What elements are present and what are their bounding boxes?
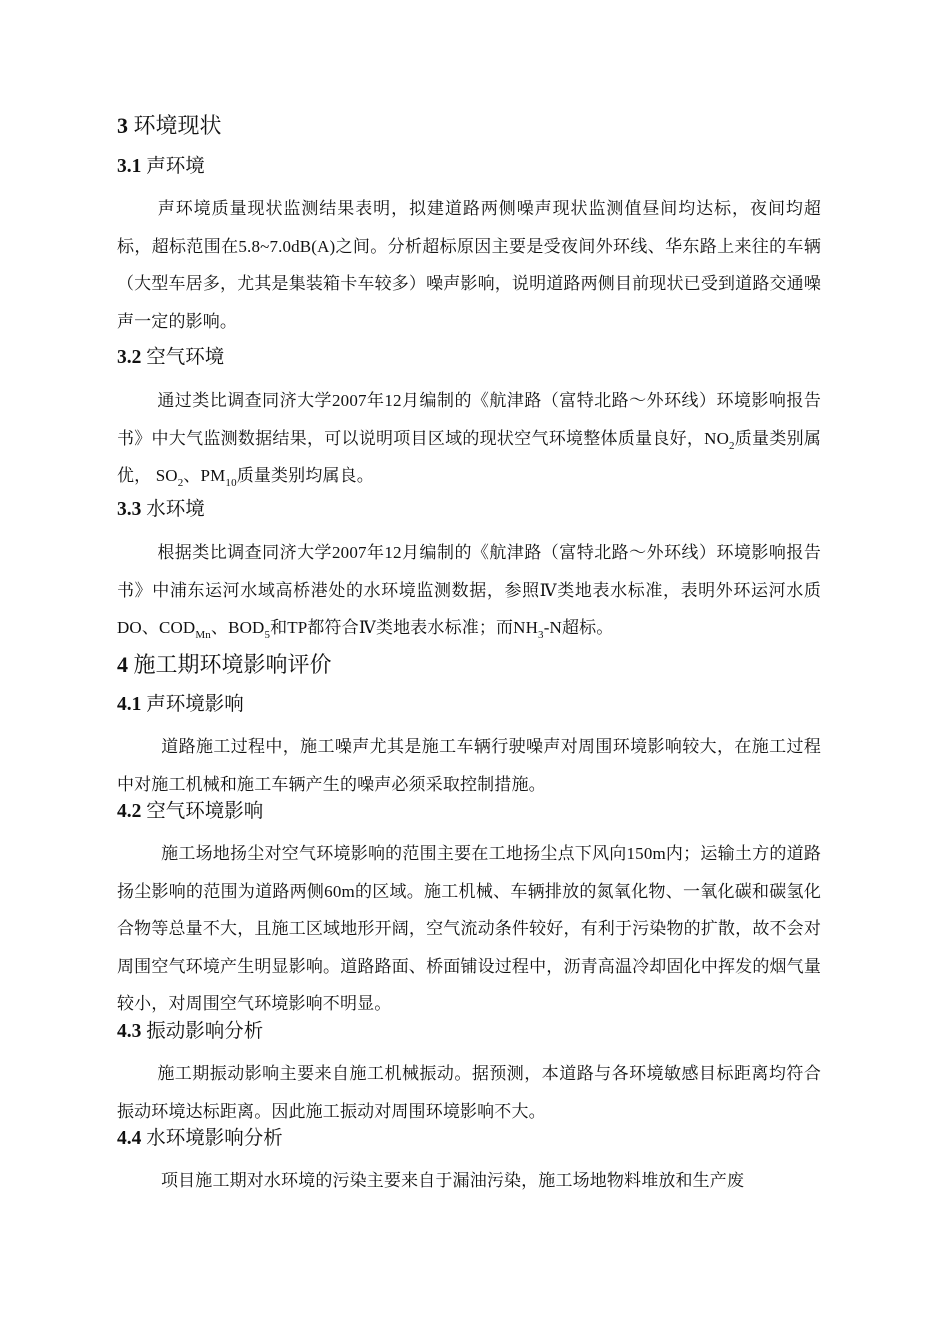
subsection-heading-4-2	[117, 799, 821, 825]
pm10-subscript: 10	[225, 477, 237, 489]
subsection-title: 空气环境	[146, 347, 225, 368]
paragraph-text: 通过类比调查同济大学2007年12月编制的《航津路（富特北路～外环线）环境影响报告书》中大气监测数据结果，可以说明项目区域的现状空气环境整体质量良好，NO	[117, 391, 821, 448]
subsection-number: 4.2	[117, 801, 142, 822]
subsection-title: 声环境影响	[146, 694, 244, 715]
paragraph-text: 、BOD	[210, 618, 265, 637]
bod-subscript: 5	[264, 629, 271, 641]
subsection-heading-3-2	[117, 345, 821, 371]
cod-subscript: Mn	[195, 629, 211, 641]
paragraph-3-3	[117, 534, 821, 647]
paragraph-text: 施工场地扬尘对空气环境影响的范围主要在工地扬尘点下风向150m内；运输土方的道路扬尘影响的范围为道路两侧60m的区域。施工机械、车辆排放的氮氧化物、一氧化碳和碳氢化合物等总量不大，且施工区域地形开阔，空气流动条件较好，有利于污染物的扩散，故不会对周围空气环境产生明显影响。道路路面、桥面铺设过程中，沥青高温冷却固化中挥发的烟气量较小，对周围空气环境影响不明显。	[117, 844, 821, 1013]
paragraph-4-2	[117, 835, 821, 1023]
section-number: 4	[117, 652, 128, 677]
section-title: 环境现状	[133, 113, 222, 138]
paragraph-4-1	[117, 728, 821, 803]
paragraph-text: 项目施工期对水环境的污染主要来自于漏油污染，施工场地物料堆放和生产废	[161, 1171, 745, 1190]
subsection-number: 4.1	[117, 694, 142, 715]
section-heading-3	[117, 112, 821, 140]
subsection-title: 空气环境影响	[146, 801, 264, 822]
section-number: 3	[117, 113, 128, 138]
paragraph-text: -N超标。	[543, 618, 614, 637]
subsection-heading-4-1	[117, 692, 821, 718]
subsection-number: 4.3	[117, 1021, 142, 1042]
section-heading-4	[117, 651, 821, 679]
paragraph-3-2	[117, 382, 821, 495]
subsection-number: 4.4	[117, 1128, 142, 1149]
nh3-subscript: 3	[538, 629, 544, 641]
paragraph-text: 声环境质量现状监测结果表明，拟建道路两侧噪声现状监测值昼间均达标，夜间均超标，超标范围在5.8~7.0dB(A)之间。分析超标原因主要是受夜间外环线、华东路上来往的车辆（大型车居多，尤其是集装箱卡车较多）噪声影响，说明道路两侧目前现状已受到道路交通噪声一定的影响。	[117, 199, 821, 331]
subsection-title: 水环境影响分析	[146, 1128, 283, 1149]
subsection-heading-4-3	[117, 1019, 821, 1045]
subsection-heading-3-3	[117, 497, 821, 523]
paragraph-text: 道路施工过程中，施工噪声尤其是施工车辆行驶噪声对周围环境影响较大，在施工过程中对施工机械和施工车辆产生的噪声必须采取控制措施。	[117, 737, 821, 794]
subsection-number: 3.3	[117, 499, 142, 520]
paragraph-text: 质量类别均属良。	[236, 466, 374, 485]
subsection-title: 振动影响分析	[146, 1021, 264, 1042]
subsection-number: 3.2	[117, 347, 142, 368]
subsection-heading-3-1	[117, 154, 821, 180]
paragraph-4-4	[117, 1162, 821, 1200]
paragraph-text: 施工期振动影响主要来自施工机械振动。据预测，本道路与各环境敏感目标距离均符合振动环境达标距离。因此施工振动对周围环境影响不大。	[117, 1064, 821, 1121]
paragraph-text: 、PM	[183, 466, 226, 485]
subsection-heading-4-4	[117, 1126, 821, 1152]
subsection-title: 声环境	[146, 156, 205, 177]
no2-subscript: 2	[729, 439, 735, 452]
paragraph-3-1	[117, 190, 821, 340]
paragraph-text: 质量类别属优， SO	[117, 428, 822, 485]
so2-subscript: 2	[177, 477, 184, 489]
subsection-number: 3.1	[117, 156, 142, 177]
section-title: 施工期环境影响评价	[133, 652, 332, 677]
paragraph-4-3	[117, 1055, 821, 1130]
subsection-title: 水环境	[146, 499, 205, 520]
paragraph-text: 根据类比调查同济大学2007年12月编制的《航津路（富特北路～外环线）环境影响报告书》中浦东运河水域高桥港处的水环境监测数据，参照Ⅳ类地表水标准，表明外环运河水质DO、COD	[117, 543, 821, 637]
paragraph-text: 和TP都符合Ⅳ类地表水标准；而NH	[270, 618, 539, 637]
